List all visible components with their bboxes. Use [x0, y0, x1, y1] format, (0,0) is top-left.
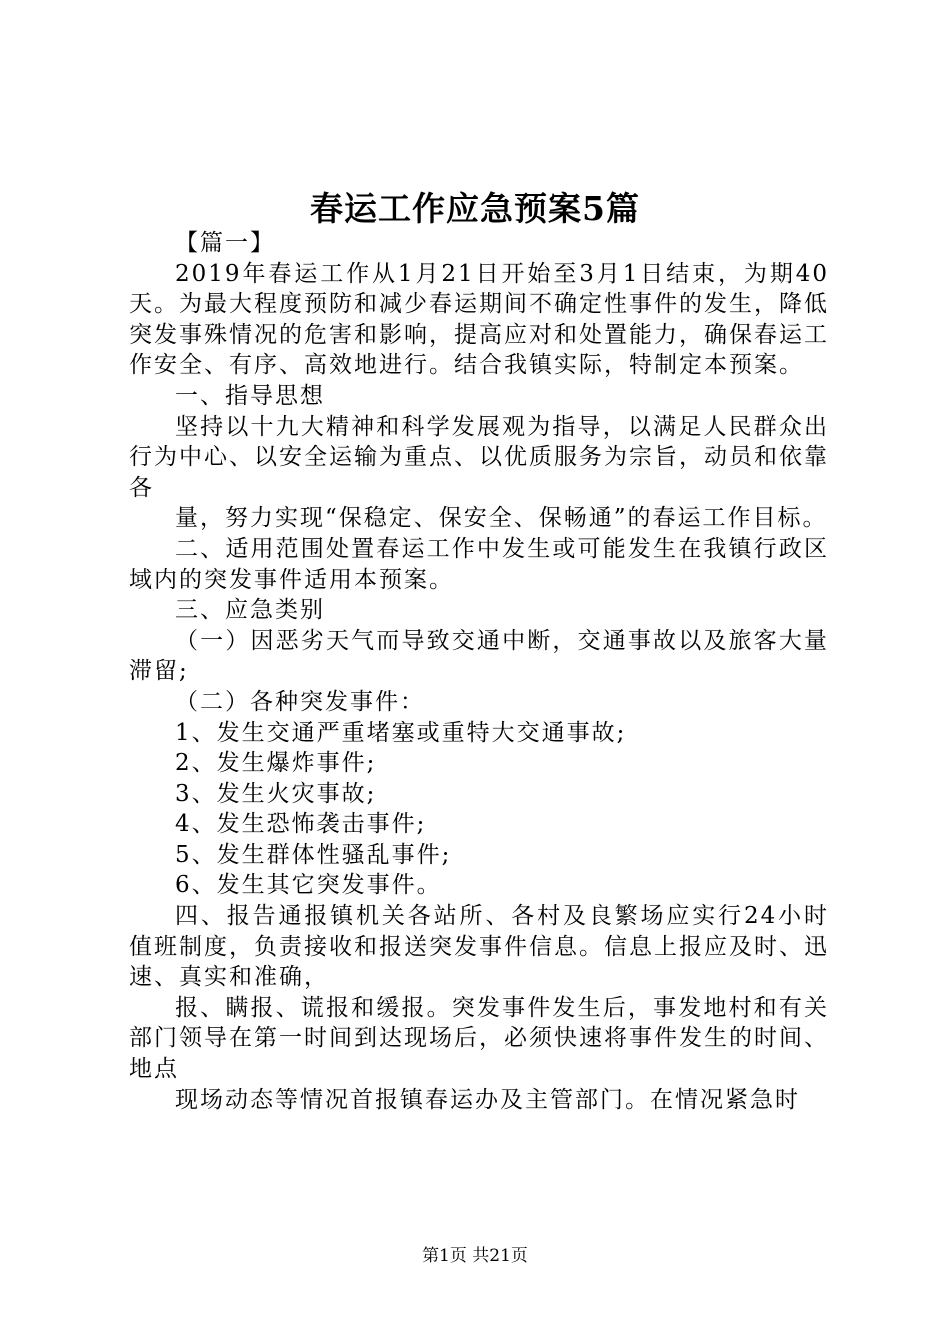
paragraph-first-report: 现场动态等情况首报镇春运办及主管部门。在情况紧急时	[175, 1086, 800, 1113]
category-emergencies: （二）各种突发事件：	[175, 688, 425, 715]
document-body	[129, 228, 829, 1115]
list-item: 6、发生其它突发事件。	[175, 872, 442, 899]
paragraph-intro: 2019年春运工作从1月21日开始至3月1日结束，为期40天。为最大程度预防和减少春运期间不确定性事件的发生，降低突发事殊情况的危害和影响，提高应对和处置能力，确保春运工作安全、有序、高效地进行。结合我镇实际，特制定本预案。	[129, 260, 829, 379]
page-footer: 第1页 共21页	[422, 1246, 528, 1266]
paragraph-goal: 量，努力实现“保稳定、保安全、保畅通”的春运工作目标。	[175, 505, 828, 532]
list-item: 2、发生爆炸事件;	[175, 750, 377, 777]
heading-emergency-categories: 三、应急类别	[175, 597, 325, 624]
section-label: 【篇一】	[175, 230, 275, 256]
list-item: 3、发生火灾事故;	[175, 780, 377, 807]
paragraph-reporting-rules: 报、瞒报、谎报和缓报。突发事件发生后，事发地村和有关部门领导在第一时间到达现场后，必须快速将事件发生的时间、地点	[129, 994, 829, 1083]
paragraph-reporting: 四、报告通报镇机关各站所、各村及良繁场应实行24小时值班制度，负责接收和报送突发事件信息。信息上报应及时、迅速、真实和准确，	[129, 903, 829, 991]
document-title: 春运工作应急预案5篇	[310, 189, 640, 228]
list-item: 5、发生群体性骚乱事件;	[175, 841, 452, 868]
paragraph-guiding-ideology: 坚持以十九大精神和科学发展观为指导，以满足人民群众出行为中心、以安全运输为重点、以优质服务为宗旨，动员和依靠各	[129, 413, 829, 501]
heading-guiding-ideology: 一、指导思想	[175, 382, 325, 409]
category-weather: （一）因恶劣天气而导致交通中断，交通事故以及旅客大量滞留;	[129, 627, 829, 685]
list-item: 1、发生交通严重堵塞或重特大交通事故;	[175, 719, 627, 746]
list-item: 4、发生恐怖袭击事件;	[175, 811, 427, 838]
paragraph-scope: 二、适用范围处置春运工作中发生或可能发生在我镇行政区域内的突发事件适用本预案。	[129, 535, 829, 593]
